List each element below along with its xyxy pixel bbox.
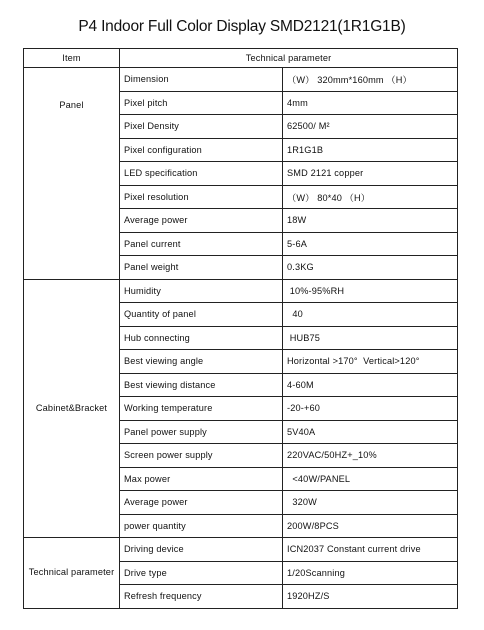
parameter-label: Pixel configuration (120, 138, 283, 162)
parameter-label: Best viewing distance (120, 373, 283, 397)
parameter-label: Max power (120, 467, 283, 491)
parameter-label: LED specification (120, 162, 283, 186)
parameter-label: Quantity of panel (120, 303, 283, 327)
parameter-label: Panel weight (120, 256, 283, 280)
group-label: Technical parameter (24, 538, 120, 609)
group-label: Panel (24, 68, 120, 280)
parameter-label: Panel power supply (120, 420, 283, 444)
parameter-label: Pixel Density (120, 115, 283, 139)
parameter-value: （W） 80*40 （H） (283, 185, 458, 209)
table-row (24, 538, 458, 562)
parameter-label: Humidity (120, 279, 283, 303)
parameter-label: Screen power supply (120, 444, 283, 468)
spec-table (23, 48, 458, 609)
parameter-value: 4-60M (283, 373, 458, 397)
parameter-label: power quantity (120, 514, 283, 538)
parameter-value: <40W/PANEL (283, 467, 458, 491)
parameter-value: 1/20Scanning (283, 561, 458, 585)
parameter-value: 4mm (283, 91, 458, 115)
parameter-value: 10%-95%RH (283, 279, 458, 303)
parameter-label: Panel current (120, 232, 283, 256)
parameter-label: Average power (120, 491, 283, 515)
parameter-value: SMD 2121 copper (283, 162, 458, 186)
parameter-value: 200W/8PCS (283, 514, 458, 538)
table-header-row (24, 49, 458, 68)
parameter-label: Refresh frequency (120, 585, 283, 609)
parameter-value: 5-6A (283, 232, 458, 256)
parameter-value: 1R1G1B (283, 138, 458, 162)
parameter-label: Working temperature (120, 397, 283, 421)
parameter-value: 40 (283, 303, 458, 327)
parameter-label: Pixel pitch (120, 91, 283, 115)
table-row (24, 68, 458, 92)
page-title: P4 Indoor Full Color Display SMD2121(1R1G1B) (78, 18, 406, 35)
parameter-value: 1920HZ/S (283, 585, 458, 609)
parameter-value: 320W (283, 491, 458, 515)
parameter-value: 18W (283, 209, 458, 233)
parameter-value: 0.3KG (283, 256, 458, 280)
parameter-value: -20-+60 (283, 397, 458, 421)
parameter-value: 5V40A (283, 420, 458, 444)
parameter-label: Dimension (120, 68, 283, 92)
parameter-value: 220VAC/50HZ+_10% (283, 444, 458, 468)
parameter-value: HUB75 (283, 326, 458, 350)
group-label: Cabinet&Bracket (24, 279, 120, 538)
parameter-value: ICN2037 Constant current drive (283, 538, 458, 562)
parameter-value: 62500/ M² (283, 115, 458, 139)
header-item: Item (24, 49, 120, 68)
parameter-value: Horizontal >170° Vertical>120° (283, 350, 458, 374)
parameter-label: Drive type (120, 561, 283, 585)
header-technical-parameter: Technical parameter (120, 49, 458, 68)
parameter-label: Best viewing angle (120, 350, 283, 374)
parameter-value: （W） 320mm*160mm （H） (283, 68, 458, 92)
table-row (24, 279, 458, 303)
parameter-label: Average power (120, 209, 283, 233)
parameter-label: Driving device (120, 538, 283, 562)
parameter-label: Hub connecting (120, 326, 283, 350)
parameter-label: Pixel resolution (120, 185, 283, 209)
